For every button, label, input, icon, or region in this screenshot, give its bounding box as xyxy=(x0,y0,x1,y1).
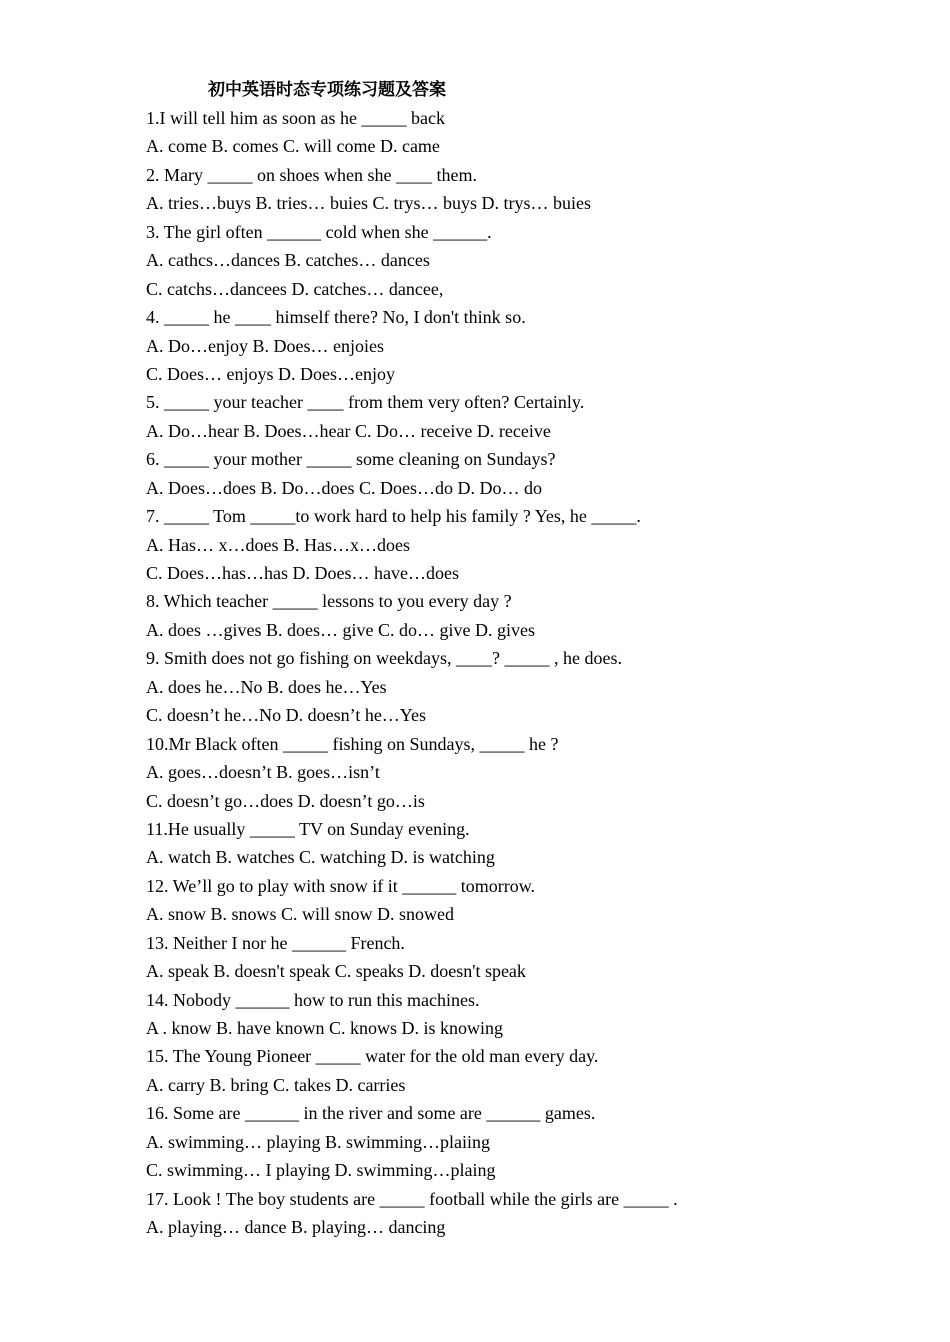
text-line: 17. Look ! The boy students are _____ football while the girls are _____ . xyxy=(146,1188,678,1209)
text-line: 8. Which teacher _____ lessons to you every day ? xyxy=(146,591,512,612)
text-line: 10.Mr Black often _____ fishing on Sundays, _____ he ? xyxy=(146,733,559,754)
text-line: 7. _____ Tom _____to work hard to help his family ? Yes, he _____. xyxy=(146,506,641,527)
text-line: 6. _____ your mother _____ some cleaning on Sundays? xyxy=(146,449,556,470)
text-line: A. Does…does B. Do…does C. Does…do D. Do… do xyxy=(146,477,542,498)
text-line: A. come B. comes C. will come D. came xyxy=(146,136,440,157)
text-line: A. Has… x…does B. Has…x…does xyxy=(146,534,410,555)
text-line: 12. We’ll go to play with snow if it ______ tomorrow. xyxy=(146,875,536,896)
text-line: 4. _____ he ____ himself there? No, I don't think so. xyxy=(146,307,526,328)
text-line: A. does …gives B. does… give C. do… give D. gives xyxy=(146,619,535,640)
document-body xyxy=(146,104,906,1242)
text-line: C. doesn’t he…No D. doesn’t he…Yes xyxy=(146,705,427,726)
text-line: A. tries…buys B. tries… buies C. trys… buys D. trys… buies xyxy=(146,193,591,214)
text-line: 13. Neither I nor he ______ French. xyxy=(146,932,405,953)
text-line: 1.I will tell him as soon as he _____ back xyxy=(146,108,445,128)
text-line: 16. Some are ______ in the river and some are ______ games. xyxy=(146,1103,596,1124)
text-line: A. swimming… playing B. swimming…plaiing xyxy=(146,1131,491,1152)
text-line: A. goes…doesn’t B. goes…isn’t xyxy=(146,762,380,783)
text-line: C. swimming… I playing D. swimming…plaing xyxy=(146,1160,496,1181)
text-line: 14. Nobody ______ how to run this machines. xyxy=(146,989,480,1010)
text-line: A. speak B. doesn't speak C. speaks D. doesn't speak xyxy=(146,961,526,982)
text-line: C. doesn’t go…does D. doesn’t go…is xyxy=(146,790,425,811)
text-line: 15. The Young Pioneer _____ water for the old man every day. xyxy=(146,1046,599,1067)
text-line: A. cathcs…dances B. catches… dances xyxy=(146,250,430,271)
text-line: A. snow B. snows C. will snow D. snowed xyxy=(146,904,455,925)
text-line: 3. The girl often ______ cold when she ______. xyxy=(146,221,492,242)
text-line: C. Does… enjoys D. Does…enjoy xyxy=(146,363,395,384)
text-line: A. playing… dance B. playing… dancing xyxy=(146,1217,446,1238)
text-line: C. Does…has…has D. Does… have…does xyxy=(146,563,459,583)
text-line: C. catchs…dancees D. catches… dancee, xyxy=(146,278,444,299)
text-line: A . know B. have known C. knows D. is knowing xyxy=(146,1018,504,1038)
text-line: 2. Mary _____ on shoes when she ____ them. xyxy=(146,164,477,185)
text-line: A. does he…No B. does he…Yes xyxy=(146,676,387,697)
text-line: A. Do…enjoy B. Does… enjoies xyxy=(146,335,384,356)
text-line: A. Do…hear B. Does…hear C. Do… receive D. receive xyxy=(146,420,551,441)
document-title: 初中英语时态专项练习题及答案 xyxy=(208,80,446,100)
text-line: 5. _____ your teacher ____ from them very often? Certainly. xyxy=(146,392,585,413)
text-line: 11.He usually _____ TV on Sunday evening. xyxy=(146,818,470,839)
text-line: 9. Smith does not go fishing on weekdays, ____? _____ , he does. xyxy=(146,648,622,669)
text-line: A. carry B. bring C. takes D. carries xyxy=(146,1074,406,1095)
text-line: A. watch B. watches C. watching D. is watching xyxy=(146,847,495,868)
